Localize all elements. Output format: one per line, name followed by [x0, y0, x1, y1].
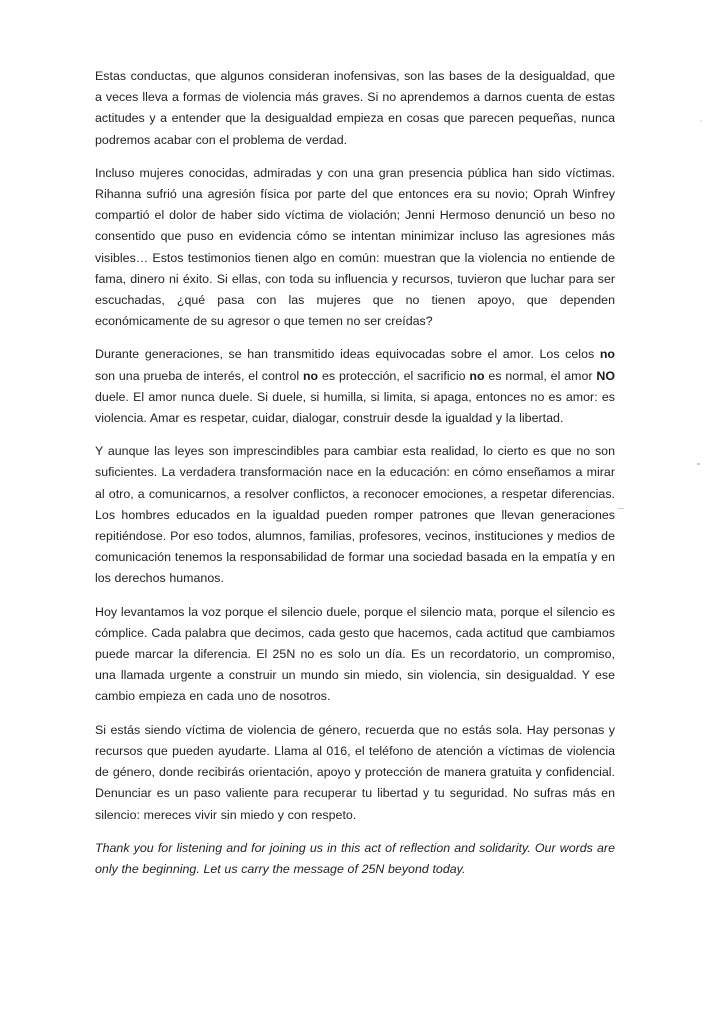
- paragraph-3-segment-2: son una prueba de interés, el control: [95, 368, 303, 383]
- paragraph-2: Incluso mujeres conocidas, admiradas y con una gran presencia pública han sido víctimas. Rihanna sufrió una agresión física por parte del que entonces era su novio; Oprah Winfrey compartió el dolor de haber sido víctima de violación; Jenni Hermoso denunció un beso no consentido que puso en evidencia cómo se intentan minimizar incluso las agresiones más visibles… Estos testimonios tienen algo en común: muestran que la violencia no entiende de fama, dinero ni éxito. Si ellas, con toda su influencia y recursos, tuvieron que luchar para ser escuchadas, ¿qué pasa con las mujeres que no tienen apoyo, que dependen económicamente de su agresor o que temen no ser creídas?: [95, 165, 615, 329]
- paragraph-7-closing-english: Thank you for listening and for joining us in this act of reflection and solidarity. Our words are only the beginning. Let us carry the message of 25N beyond today.: [95, 840, 615, 877]
- emphasis-no-1: no: [599, 347, 615, 362]
- paragraph-6-helpline: Si estás siendo víctima de violencia de género, recuerda que no estás sola. Hay personas y recursos que pueden ayudarte. Llama al 016, el teléfono de atención a víctimas de violencia de género, donde recibirás orientación, apoyo y protección de manera gratuita y confidencial. Denunciar es un paso valiente para recuperar tu libertad y tu seguridad. No sufras más en silencio: mereces vivir sin miedo y con respeto.: [95, 722, 615, 822]
- scan-artifact-speck: [697, 463, 700, 465]
- scan-artifact-speck: [700, 120, 702, 122]
- paragraph-4: Y aunque las leyes son imprescindibles para cambiar esta realidad, lo cierto es que no son suficientes. La verdadera transformación nace en la educación: en cómo enseñamos a mirar al otro, a comunicarnos, a resolver conflictos, a reconocer emociones, a respetar diferencias. Los hombres educados en la igualdad pueden romper patrones que llevan generaciones repitiéndose. Por eso todos, alumnos, familias, profesores, vecinos, instituciones y medios de comunicación tenemos la responsabilidad de formar una sociedad basada en la empatía y en los derechos humanos.: [95, 444, 615, 586]
- paragraph-3-segment-4: es normal, el amor: [484, 368, 597, 383]
- paragraph-3-segment-1: Durante generaciones, se han transmitido ideas equivocadas sobre el amor. Los celos: [95, 347, 600, 362]
- emphasis-no-uppercase: NO: [596, 368, 615, 383]
- scan-artifact-speck: [618, 508, 624, 509]
- paragraph-3-segment-3: es protección, el sacrificio: [318, 368, 470, 383]
- paragraph-1: Estas conductas, que algunos consideran inofensivas, son las bases de la desigualdad, que a veces lleva a formas de violencia más graves. Si no aprendemos a darnos cuenta de estas actitudes y a entender que la desigualdad empieza en cosas que parecen pequeñas, nunca podremos acabar con el problema de verdad.: [95, 69, 615, 147]
- paragraph-3-segment-5: duele. El amor nunca duele. Si duele, si humilla, si limita, si apaga, entonces no es amor: es violencia. Amar es respetar, cuidar, dialogar, construir desde la igualdad y la libertad.: [95, 389, 615, 426]
- document-text-body: [95, 66, 615, 881]
- paragraph-3: [95, 344, 615, 429]
- emphasis-no-2: no: [302, 368, 319, 383]
- paragraph-5: Hoy levantamos la voz porque el silencio duele, porque el silencio mata, porque el silencio es cómplice. Cada palabra que decimos, cada gesto que hacemos, cada actitud que cambiamos puede marcar la diferencia. El 25N no es solo un día. Es un recordatorio, un compromiso, una llamada urgente a construir un mundo sin miedo, sin violencia, sin desigualdad. Y ese cambio empieza en cada uno de nosotros.: [95, 604, 615, 704]
- emphasis-no-3: no: [469, 368, 485, 383]
